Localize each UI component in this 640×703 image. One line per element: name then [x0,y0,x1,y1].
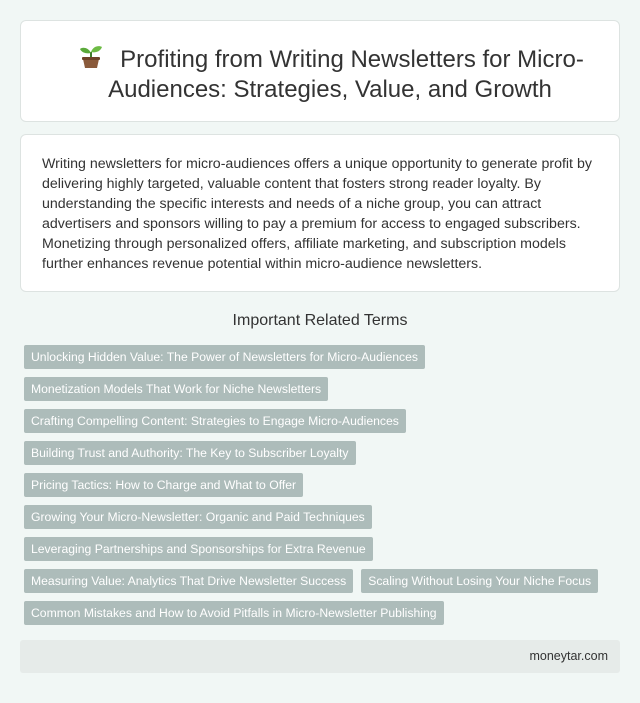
related-term-link[interactable]: Scaling Without Losing Your Niche Focus [361,569,598,593]
page-title-text: Profiting from Writing Newsletters for Micro-Audiences: Strategies, Value, and Growth [108,46,584,103]
related-term-link[interactable]: Unlocking Hidden Value: The Power of Newsletters for Micro-Audiences [24,345,425,369]
related-term-link[interactable]: Common Mistakes and How to Avoid Pitfalls in Micro-Newsletter Publishing [24,601,444,625]
related-term-link[interactable]: Measuring Value: Analytics That Drive Newsletter Success [24,569,353,593]
intro-paragraph: Writing newsletters for micro-audiences offers a unique opportunity to generate profit by delivering highly targeted, valuable content that fosters strong reader loyalty. By understanding the specific interests and needs of a niche group, you can attract advertisers and sponsors willing to pay a premium for access to engaged subscribers. Monetizing through personalized offers, affiliate marketing, and subscription models further enhances revenue potential within micro-audience newsletters. [42,156,592,272]
page-title [61,43,599,105]
related-terms-list [24,345,624,633]
intro-card [20,134,620,292]
related-term-link[interactable]: Building Trust and Authority: The Key to Subscriber Loyalty [24,441,356,465]
seedling-icon [76,43,106,69]
title-card [20,20,620,122]
footer [20,640,620,673]
footer-site-link[interactable]: moneytar.com [529,649,608,663]
related-term-link[interactable]: Pricing Tactics: How to Charge and What to Offer [24,473,303,497]
related-term-link[interactable]: Monetization Models That Work for Niche Newsletters [24,377,328,401]
related-terms-heading: Important Related Terms [232,312,408,329]
related-term-link[interactable]: Crafting Compelling Content: Strategies to Engage Micro-Audiences [24,409,406,433]
related-term-link[interactable]: Leveraging Partnerships and Sponsorships for Extra Revenue [24,537,373,561]
related-term-link[interactable]: Growing Your Micro-Newsletter: Organic and Paid Techniques [24,505,372,529]
